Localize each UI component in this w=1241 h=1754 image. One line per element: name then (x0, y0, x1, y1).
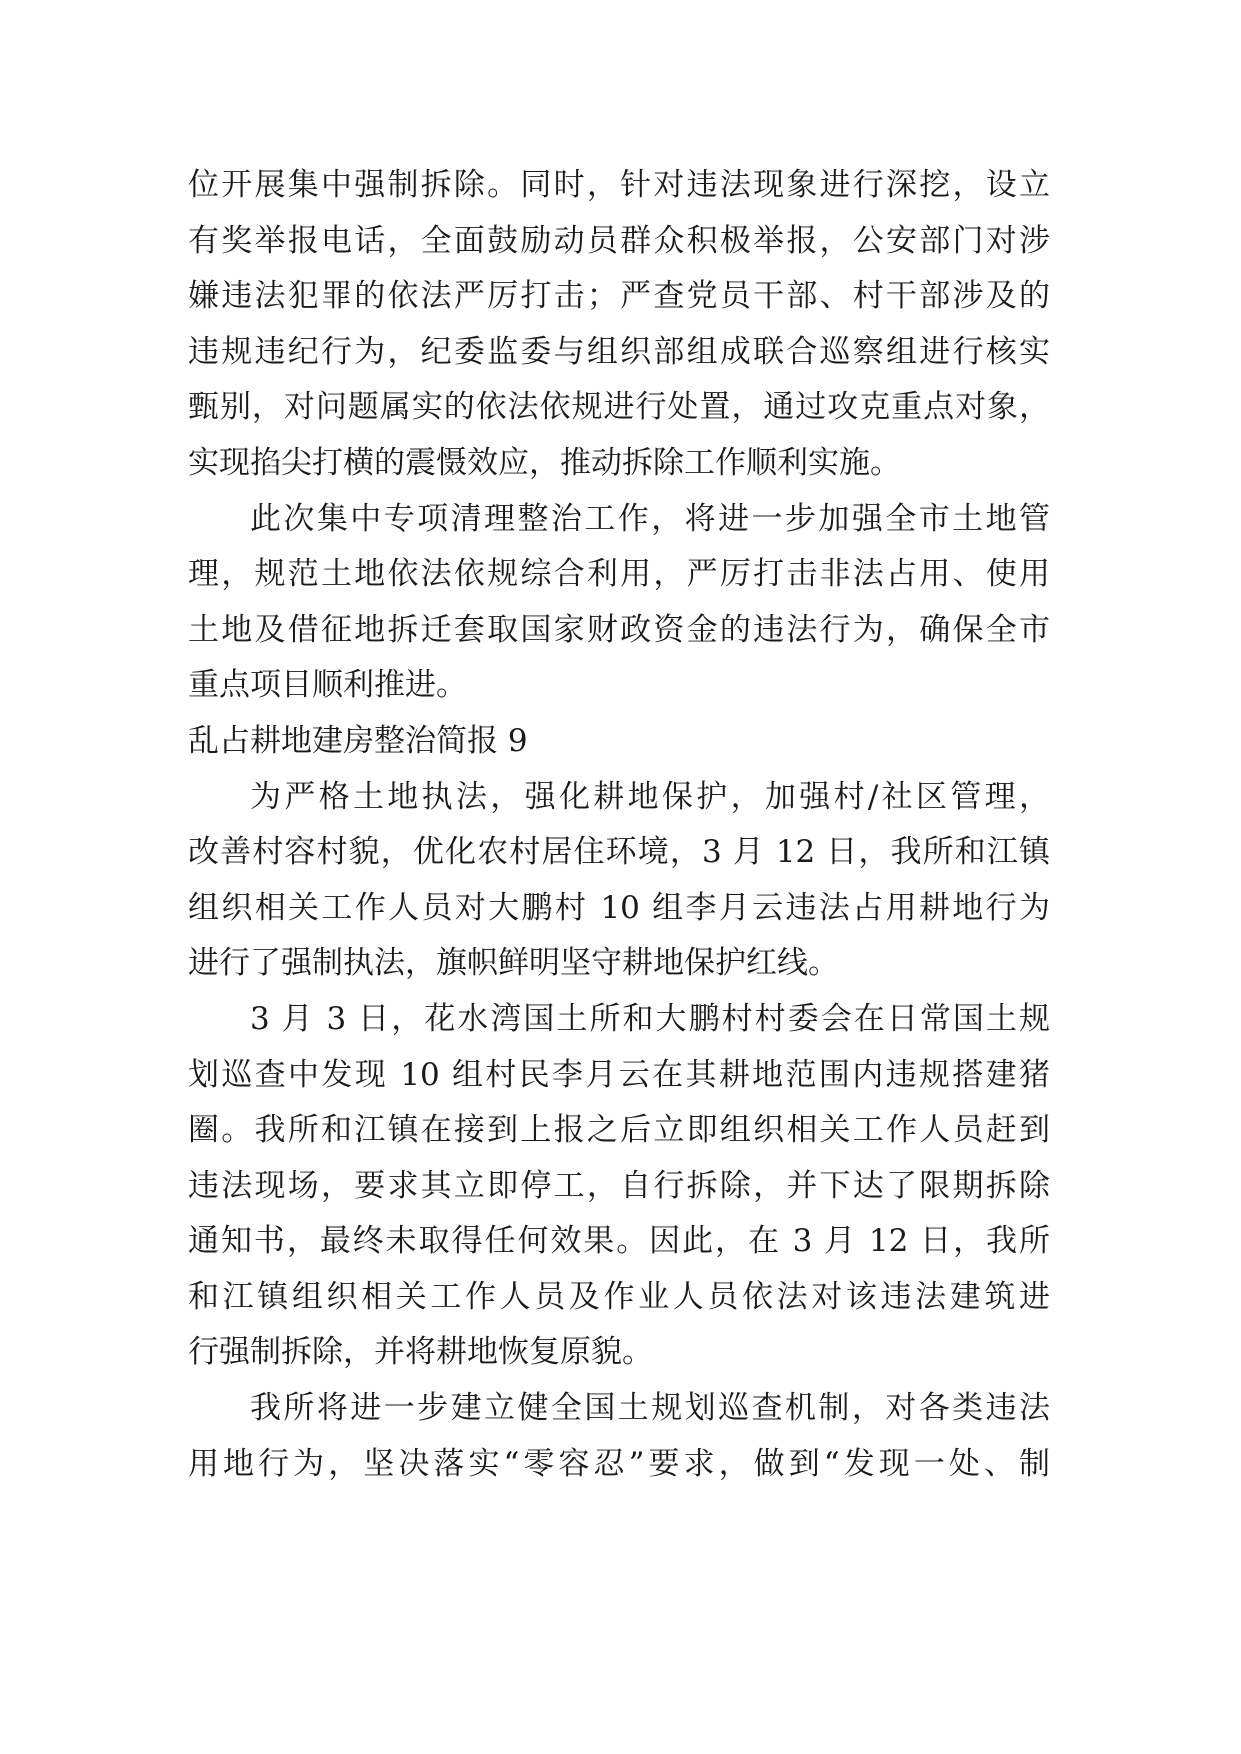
paragraph-1 (188, 158, 1050, 492)
text-line: 有奖举报电话，全面鼓励动员群众积极举报，公安部门对涉 (188, 222, 1050, 259)
text-line: 理，规范土地依法依规综合利用，严厉打击非法占用、使用 (188, 556, 1050, 593)
text-line: 嫌违法犯罪的依法严厉打击；严查党员干部、村干部涉及的 (188, 278, 1050, 315)
text-line: 我所将进一步建立健全国土规划巡查机制，对各类违法 (250, 1390, 1050, 1427)
text-line: 圈。我所和江镇在接到上报之后立即组织相关工作人员赶到 (188, 1112, 1050, 1149)
paragraph-2 (188, 492, 1050, 714)
text-line: 3 月 3 日，花水湾国土所和大鹏村村委会在日常国土规 (250, 1000, 1050, 1037)
paragraph-4 (188, 992, 1050, 1381)
paragraph-3 (188, 770, 1050, 992)
text-line: 用地行为，坚决落实“零容忍”要求，做到“发现一处、制 (188, 1445, 1050, 1482)
paragraph-5 (188, 1381, 1050, 1492)
text-line: 此次集中专项清理整治工作，将进一步加强全市土地管 (250, 500, 1050, 537)
document-body (188, 158, 1050, 1492)
text-line: 进行了强制执法，旗帜鲜明坚守耕地保护红线。 (188, 945, 839, 982)
text-line: 和江镇组织相关工作人员及作业人员依法对该违法建筑进 (188, 1278, 1050, 1315)
text-line: 土地及借征地拆迁套取国家财政资金的违法行为，确保全市 (188, 611, 1050, 648)
section-heading: 乱占耕地建房整治简报 9 (188, 722, 528, 759)
text-line: 行强制拆除，并将耕地恢复原貌。 (188, 1334, 653, 1371)
text-line: 划巡查中发现 10 组村民李月云在其耕地范围内违规搭建猪 (188, 1056, 1050, 1093)
text-line: 组织相关工作人员对大鹏村 10 组李月云违法占用耕地行为 (188, 889, 1050, 926)
text-line: 实现掐尖打横的震慑效应，推动拆除工作顺利实施。 (188, 444, 901, 481)
text-line: 甄别，对问题属实的依法依规进行处置，通过攻克重点对象， (188, 389, 1050, 426)
text-line: 重点项目顺利推进。 (188, 667, 467, 704)
text-line: 通知书，最终未取得任何效果。因此，在 3 月 12 日，我所 (188, 1223, 1050, 1260)
text-line: 改善村容村貌，优化农村居住环境，3 月 12 日，我所和江镇 (188, 834, 1050, 871)
text-line: 违法现场，要求其立即停工，自行拆除，并下达了限期拆除 (188, 1167, 1050, 1204)
text-line: 位开展集中强制拆除。同时，针对违法现象进行深挖，设立 (188, 167, 1050, 203)
text-line: 为严格土地执法，强化耕地保护，加强村/社区管理， (250, 778, 1050, 815)
text-line: 违规违纪行为，纪委监委与组织部组成联合巡察组进行核实 (188, 333, 1050, 370)
